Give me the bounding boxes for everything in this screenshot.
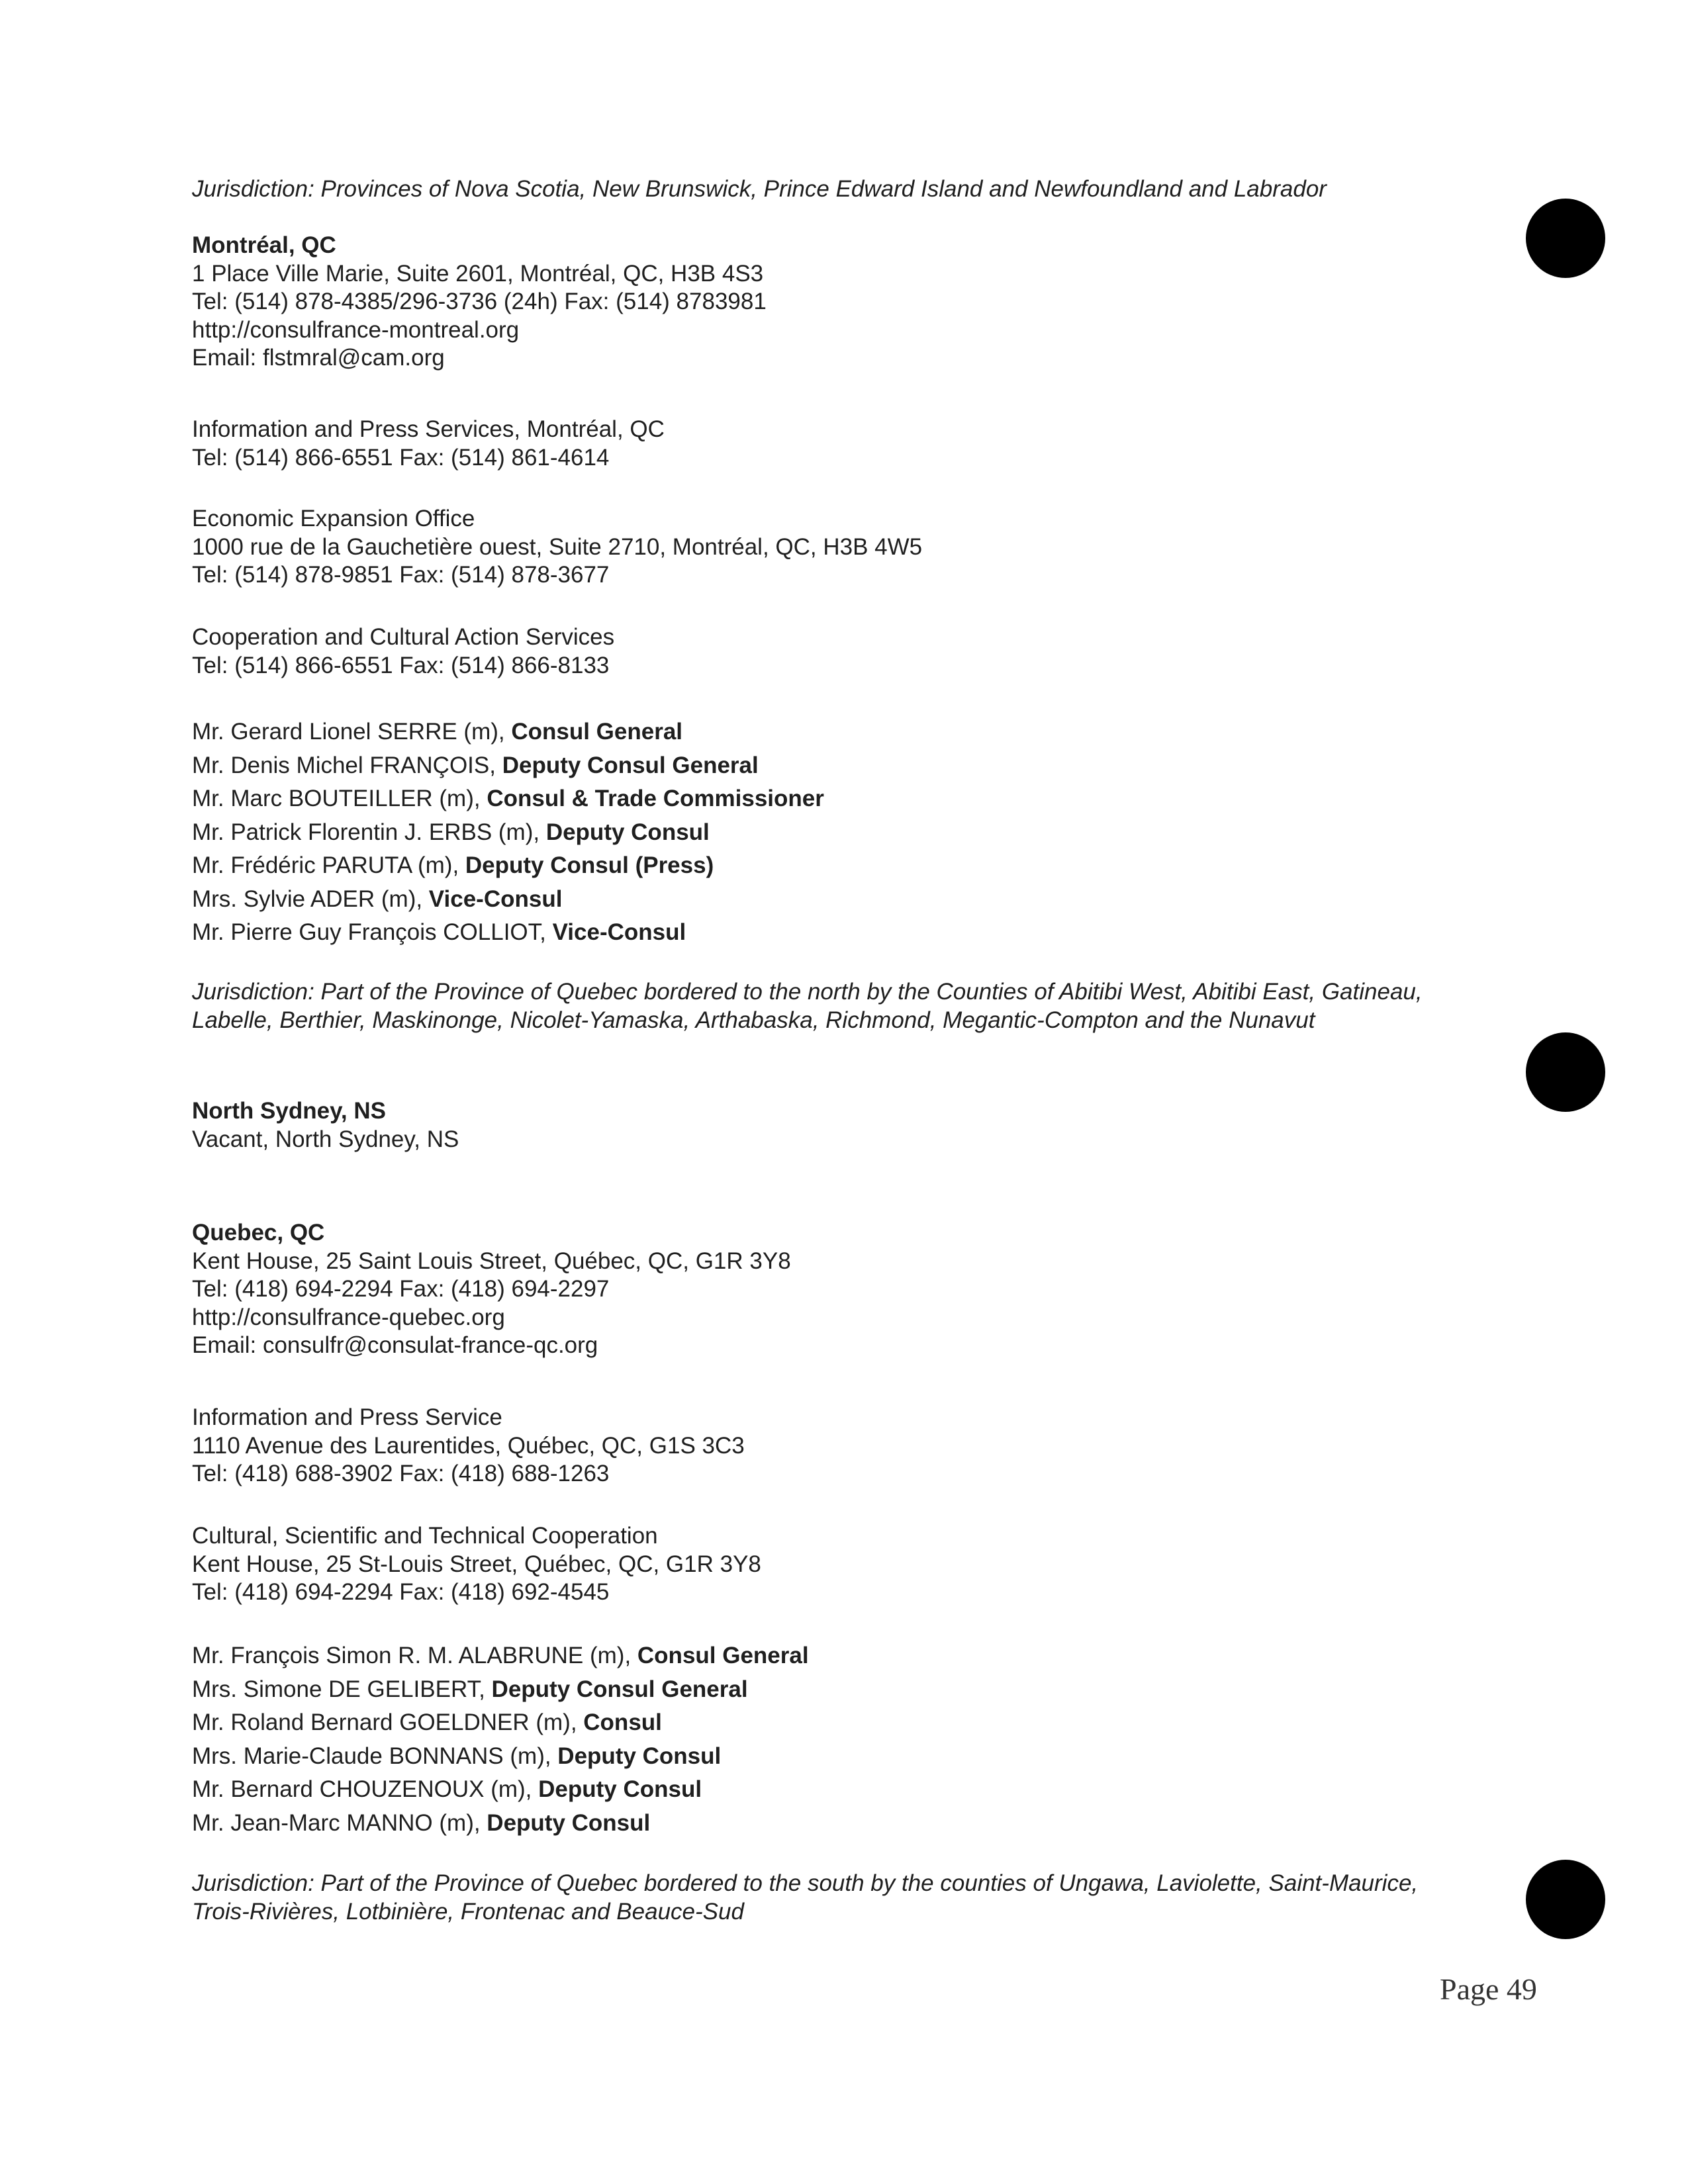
staff-title: Deputy Consul General [502, 752, 759, 778]
staff-entry [192, 1807, 809, 1841]
address-line: 1 Place Ville Marie, Suite 2601, Montréal, QC, H3B 4S3 [192, 260, 764, 287]
quebec-section [192, 1219, 791, 1360]
jurisdiction-line: Jurisdiction: Part of the Province of Quebec bordered to the north by the Counties of Abitibi West, Abitibi East, Gatineau, [192, 979, 1423, 1005]
staff-title: Deputy Consul General [491, 1676, 748, 1702]
montreal-section [192, 232, 767, 373]
address-line: Kent House, 25 Saint Louis Street, Québec, QC, G1R 3Y8 [192, 1248, 791, 1274]
staff-entry [192, 749, 824, 783]
staff-title: Consul & Trade Commissioner [487, 786, 824, 811]
staff-name: Mrs. Sylvie ADER (m), [192, 886, 429, 912]
staff-title: Deputy Consul [545, 819, 710, 845]
address-line: Kent House, 25 St-Louis Street, Québec, QC, G1R 3Y8 [192, 1551, 761, 1577]
staff-entry [192, 1639, 809, 1673]
staff-name: Mr. Marc BOUTEILLER (m), [192, 786, 487, 811]
section-heading-north-sydney: North Sydney, NS [192, 1098, 387, 1124]
tel-fax-line: Tel: (514) 866-6551 Fax: (514) 866-8133 [192, 652, 610, 678]
tel-fax-line: Tel: (514) 866-6551 Fax: (514) 861-4614 [192, 444, 610, 471]
punch-hole-middle [1526, 1032, 1605, 1112]
address-line: 1110 Avenue des Laurentides, Québec, QC, G1S 3C3 [192, 1432, 745, 1459]
jurisdiction-line: Trois-Rivières, Lotbinière, Frontenac and Beauce-Sud [192, 1898, 744, 1925]
tel-fax-line: Tel: (418) 688-3902 Fax: (418) 688-1263 [192, 1461, 610, 1486]
staff-entry [192, 883, 824, 917]
staff-title: Deputy Consul [538, 1776, 702, 1802]
north-sydney-section [192, 1097, 459, 1154]
office-economic-expansion [192, 505, 922, 590]
staff-entry [192, 916, 824, 950]
website-link[interactable]: http://consulfrance-quebec.org [192, 1304, 505, 1330]
section-heading-montreal: Montréal, QC [192, 232, 336, 258]
page-number: Page 49 [1440, 1972, 1537, 2006]
staff-entry [192, 715, 824, 749]
staff-entry [192, 1773, 809, 1807]
tel-fax-line: Tel: (418) 694-2294 Fax: (418) 692-4545 [192, 1579, 610, 1605]
office-info-press-quebec [192, 1404, 745, 1488]
office-name: Cooperation and Cultural Action Services [192, 624, 615, 650]
staff-name: Mr. Frédéric PARUTA (m), [192, 852, 465, 878]
staff-name: Mrs. Marie-Claude BONNANS (m), [192, 1743, 558, 1769]
office-name: Cultural, Scientific and Technical Cooperation [192, 1523, 658, 1549]
staff-entry [192, 1740, 809, 1774]
vacant-line: Vacant, North Sydney, NS [192, 1126, 459, 1152]
staff-title: Deputy Consul [557, 1743, 722, 1769]
staff-name: Mr. Jean-Marc MANNO (m), [192, 1809, 487, 1836]
email-line: Email: flstmral@cam.org [192, 345, 445, 371]
staff-name: Mr. Gerard Lionel SERRE (m), [192, 719, 512, 745]
staff-name: Mr. Bernard CHOUZENOUX (m), [192, 1776, 539, 1802]
jurisdiction-montreal [192, 978, 1423, 1034]
staff-title: Consul General [637, 1643, 809, 1668]
office-info-press-montreal [192, 416, 665, 472]
staff-entry [192, 1706, 809, 1740]
staff-name: Mr. Denis Michel FRANÇOIS, [192, 752, 502, 778]
jurisdiction-line: Jurisdiction: Part of the Province of Quebec bordered to the south by the counties of Ungawa, Laviolette, Saint-Maurice, [192, 1870, 1419, 1896]
staff-title: Vice-Consul [552, 919, 686, 945]
office-name: Information and Press Service [192, 1404, 502, 1430]
jurisdiction-quebec [192, 1870, 1418, 1926]
email-line: Email: consulfr@consulat-france-qc.org [192, 1332, 598, 1358]
office-name: Economic Expansion Office [192, 506, 475, 531]
office-cultural-scientific [192, 1522, 761, 1607]
staff-entry [192, 816, 824, 850]
staff-list-quebec [192, 1639, 809, 1840]
staff-name: Mr. Pierre Guy François COLLIOT, [192, 919, 553, 945]
address-line: 1000 rue de la Gauchetière ouest, Suite 2710, Montréal, QC, H3B 4W5 [192, 533, 923, 560]
staff-title: Consul General [511, 719, 683, 745]
staff-name: Mr. Roland Bernard GOELDNER (m), [192, 1709, 584, 1735]
office-name: Information and Press Services, Montréal, QC [192, 416, 665, 442]
office-cooperation-cultural [192, 623, 614, 680]
website-link[interactable]: http://consulfrance-montreal.org [192, 316, 520, 343]
punch-hole-top [1526, 199, 1605, 278]
staff-name: Mrs. Simone DE GELIBERT, [192, 1676, 492, 1702]
section-heading-quebec: Quebec, QC [192, 1220, 325, 1246]
staff-name: Mr. Patrick Florentin J. ERBS (m), [192, 819, 546, 845]
tel-fax-line: Tel: (514) 878-9851 Fax: (514) 878-3677 [192, 562, 610, 588]
staff-list-montreal [192, 715, 824, 950]
staff-entry [192, 1673, 809, 1707]
staff-entry [192, 849, 824, 883]
staff-title: Vice-Consul [428, 886, 563, 912]
punch-hole-bottom [1526, 1860, 1605, 1939]
jurisdiction-halifax: Jurisdiction: Provinces of Nova Scotia, New Brunswick, Prince Edward Island and Newfoundland and Labrador [192, 176, 1327, 202]
tel-fax-line: Tel: (514) 878-4385/296-3736 (24h) Fax: (514) 8783981 [192, 289, 767, 314]
staff-entry [192, 782, 824, 816]
staff-title: Deputy Consul (Press) [465, 852, 714, 878]
staff-title: Consul [583, 1709, 662, 1735]
staff-title: Deputy Consul [487, 1809, 651, 1836]
tel-fax-line: Tel: (418) 694-2294 Fax: (418) 694-2297 [192, 1276, 610, 1302]
staff-name: Mr. François Simon R. M. ALABRUNE (m), [192, 1643, 637, 1668]
jurisdiction-line: Labelle, Berthier, Maskinonge, Nicolet-Yamaska, Arthabaska, Richmond, Megantic-Compton and the Nunavut [192, 1007, 1315, 1033]
